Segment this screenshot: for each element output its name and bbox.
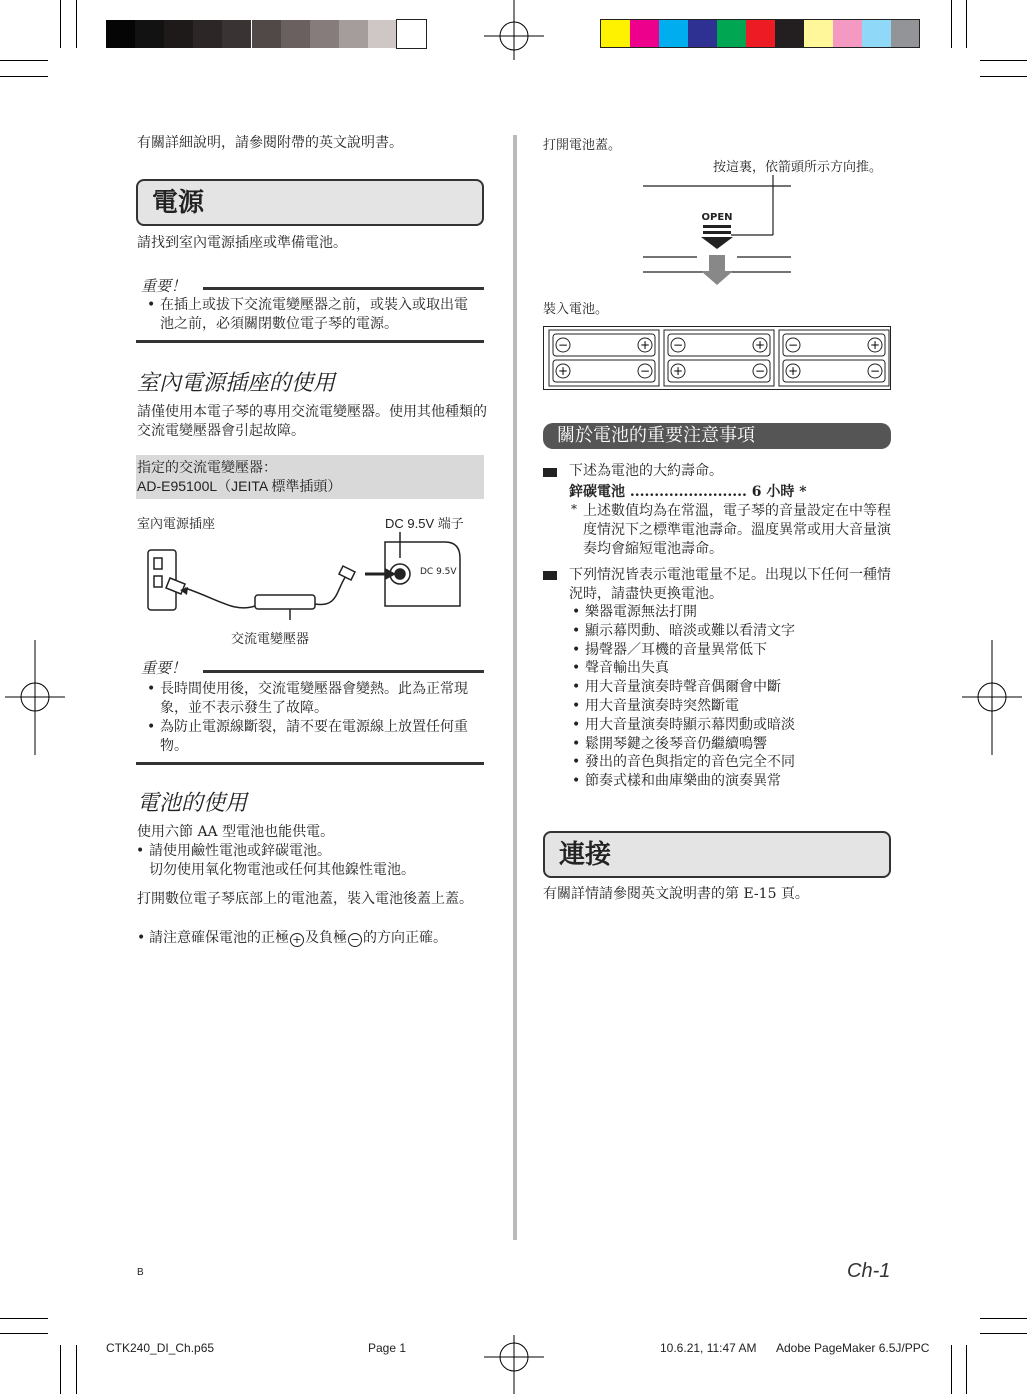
- gray-swatch: [397, 20, 426, 48]
- terminal-sign: −: [557, 338, 569, 352]
- power-heading: 電源: [136, 179, 484, 226]
- intro-text: 有關詳細說明，請參閱附帶的英文說明書。: [137, 135, 403, 151]
- jack-label: DC 9.5V: [420, 567, 457, 577]
- push-here-label: 按這裏，依箭頭所示方向推。: [713, 159, 883, 174]
- push-arrow-icon: [701, 237, 733, 249]
- connect-heading: 連接: [543, 831, 891, 878]
- terminal-sign: +: [754, 338, 766, 352]
- terminal-sign: −: [639, 364, 651, 378]
- terminal-sign: +: [557, 364, 569, 378]
- terminal-sign: +: [672, 364, 684, 378]
- low-battery-symptom: • 揚聲器／耳機的音量異常低下: [585, 641, 890, 660]
- important-bullet: • 長時間使用後，交流電變壓器會變熱。此為正常現象，並不表示發生了故障。: [160, 680, 478, 718]
- label-dc-terminal: DC 9.5V 端子: [385, 516, 464, 531]
- minus-icon: −: [348, 933, 362, 947]
- page-number: Ch-1: [847, 1260, 891, 1282]
- adapter-model: AD-E95100L（JEITA 標準插頭）: [137, 478, 342, 494]
- page-mark: B: [137, 1267, 144, 1278]
- power-text: 請找到室內電源插座或準備電池。: [137, 235, 347, 251]
- battery-bullet-cont: 切勿使用氧化物電池或任何其他鎳性電池。: [149, 862, 415, 878]
- low-battery-symptom: • 顯示幕閃動、暗淡或難以看清文字: [585, 622, 890, 641]
- terminal-sign: −: [787, 338, 799, 352]
- battery-caution-heading: 關於電池的重要注意事項: [543, 423, 891, 449]
- label-ac-adapter: 交流電變壓器: [231, 631, 310, 646]
- terminal-sign: −: [672, 338, 684, 352]
- plus-icon: +: [290, 933, 304, 947]
- battery-bullet: • 請使用鹼性電池或鋅碳電池。: [149, 842, 489, 861]
- plug: [166, 578, 185, 594]
- divider: [203, 287, 484, 290]
- polarity-text: 的方向正確。: [363, 930, 447, 946]
- battery-life-note: 上述數值均為在常溫，電子琴的音量設定在中等程度情況下之標準電池壽命。溫度異常或用大音量演奏均會縮短電池壽命。: [583, 503, 891, 557]
- terminal-sign: +: [639, 338, 651, 352]
- low-battery-symptom: • 用大音量演奏時顯示幕閃動或暗淡: [585, 716, 890, 735]
- adapter-connection-diagram: [140, 528, 470, 620]
- label-outlet: 室內電源插座: [137, 516, 216, 531]
- gray-swatch: [106, 20, 135, 48]
- terminal-sign: −: [869, 364, 881, 378]
- low-battery-symptom: • 發出的音色與指定的音色完全不同: [585, 753, 890, 772]
- gray-swatch: [310, 20, 339, 48]
- polarity-text: 及負極: [305, 930, 347, 946]
- connect-text: 有關詳情請參閱英文說明書的第 E-15 頁。: [543, 886, 809, 902]
- footer-file: CTK240_DI_Ch.p65: [106, 1341, 215, 1355]
- low-battery-symptom: • 樂器電源無法打開: [585, 603, 890, 622]
- battery-text: 使用六節 AA 型電池也能供電。: [137, 824, 335, 840]
- battery-text: 打開數位電子琴底部上的電池蓋，裝入電池後蓋上蓋。: [137, 891, 473, 907]
- divider: [203, 670, 484, 673]
- low-battery-symptom: • 用大音量演奏時突然斷電: [585, 697, 890, 716]
- low-battery-symptom: • 用大音量演奏時聲音偶爾會中斷: [585, 678, 890, 697]
- adapter-spec-box: [136, 455, 484, 499]
- open-label: OPEN: [701, 212, 733, 223]
- gray-swatch: [368, 20, 397, 48]
- important-label-1: 重要！: [141, 277, 187, 295]
- gray-swatch: [252, 20, 281, 48]
- low-battery-symptom: • 聲音輸出失真: [585, 659, 890, 678]
- divider: [136, 340, 484, 343]
- battery-life-row: 鋅碳電池 ........................ 6 小時 *: [569, 484, 807, 500]
- process-bar-frame: [600, 19, 920, 48]
- important-bullet: • 在插上或拔下交流電變壓器之前，或裝入或取出電池之前，必須關閉數位電子琴的電源。: [160, 296, 480, 334]
- divider: [136, 762, 484, 765]
- square-bullet-icon: [543, 468, 557, 477]
- gray-swatch: [135, 20, 164, 48]
- important-bullet: • 為防止電源線斷裂，請不要在電源線上放置任何重物。: [160, 718, 478, 756]
- slide-arrow-icon: [701, 255, 733, 285]
- caution-item: 下述為電池的大約壽命。: [569, 463, 723, 479]
- ac-adapter: [255, 595, 315, 609]
- low-battery-symptom: • 鬆開琴鍵之後琴音仍繼續鳴響: [585, 735, 890, 754]
- gray-swatch: [339, 20, 368, 48]
- battery-cover-diagram: [643, 175, 791, 287]
- gray-swatch: [222, 20, 251, 48]
- gray-swatch: [164, 20, 193, 48]
- terminal-sign: +: [869, 338, 881, 352]
- low-battery-symptom: • 節奏式樣和曲庫樂曲的演奏異常: [585, 772, 890, 791]
- footnote-star: *: [571, 502, 577, 516]
- terminal-sign: +: [787, 364, 799, 378]
- battery-compartment-diagram: [543, 326, 891, 390]
- column-divider: [513, 135, 517, 1240]
- outlet-heading: 室內電源插座的使用: [137, 371, 336, 396]
- polarity-text: 請注意確保電池的正極: [149, 930, 289, 946]
- adapter-spec-title: 指定的交流電變壓器：: [137, 459, 277, 475]
- gray-swatch: [193, 20, 222, 48]
- battery-heading: 電池的使用: [137, 791, 248, 816]
- terminal-sign: −: [754, 364, 766, 378]
- important-label-2: 重要！: [141, 659, 187, 677]
- square-bullet-icon: [543, 571, 557, 580]
- polarity-bullet: • 請注意確保電池的正極 + 及負極 − 的方向正確。: [137, 930, 447, 946]
- footer-date: 10.6.21, 11:47 AM: [660, 1341, 757, 1355]
- outlet-text: 請僅使用本電子琴的專用交流電變壓器。使用其他種類的交流電變壓器會引起故障。: [137, 404, 487, 439]
- caution-item: 下列情況皆表示電池電量不足。出現以下任何一種情況時，請盡快更換電池。: [569, 567, 891, 602]
- gray-swatch: [281, 20, 310, 48]
- open-cover-label: 打開電池蓋。: [543, 137, 622, 152]
- footer-app: Adobe PageMaker 6.5J/PPC: [776, 1341, 930, 1355]
- insert-batteries-label: 裝入電池。: [543, 301, 609, 316]
- footer-page: Page 1: [368, 1341, 407, 1355]
